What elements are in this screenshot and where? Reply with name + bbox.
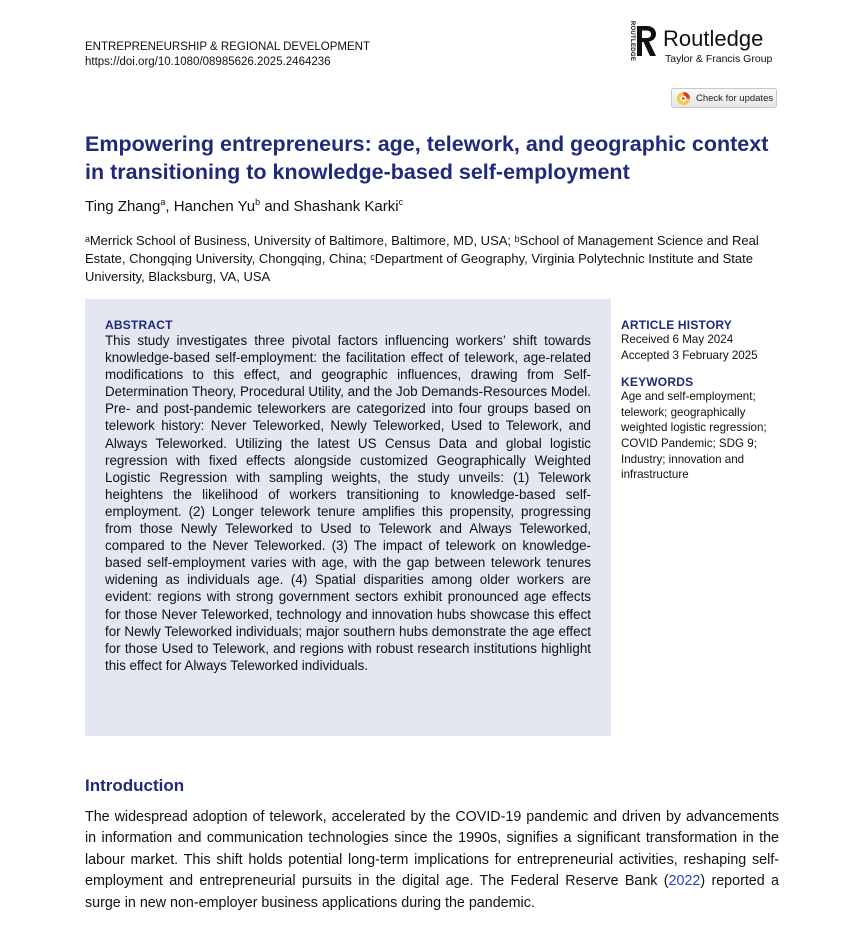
author-affiliation-mark: b bbox=[255, 197, 261, 207]
author-name[interactable]: Hanchen Yu bbox=[173, 198, 256, 215]
publisher-name: Routledge bbox=[663, 26, 764, 51]
received-date: Received 6 May 2024 bbox=[621, 333, 734, 346]
intro-text: The widespread adoption of telework, accelerated by the COVID-19 pandemic and driven by advancements in information and communication technologies since the 1990s, signifies a significant transformation in the labour market. This shift holds potential long-term implications for entrepreneurial activities, reshaping self-employment and entrepreneurial pursuits in the digital age. The Federal Reserve Bank ( bbox=[85, 809, 779, 890]
keywords-heading: KEYWORDS bbox=[621, 375, 694, 390]
author-separator: and bbox=[260, 198, 294, 215]
keywords-text: Age and self-employment; telework; geographically weighted logistic regression; COVID Pandemic; SDG 9; Industry; innovation and infrastructure bbox=[621, 390, 767, 482]
abstract-text: This study investigates three pivotal factors influencing workers’ shift towards knowledge-based self-employment: the facilitation effect of telework, age-related modifications to this effect, and geographic influences, drawing from Self-Determination Theory, Procedural Utility, and the Job Demands-Resources Model. Pre- and post-pandemic teleworkers are categorized into four groups based on telework history: Never Teleworked, Newly Teleworked, Used to Telework, and Always Teleworked. Utilizing the latest US Census Data and global logistic regression with fixed effects alongside customized Geographically Weighted Logistic Regression with sampling weights, the study unveils: (1) Telework heightens the likelihood of workers transitioning to knowledge-based self-employment. (2) Longer telework tenure amplifies this propensity, progressing from those Newly Teleworked to Used to Telework and Always Teleworked, compared to the Never Teleworked. (3) The impact of telework on knowledge-based self-employment varies with age, with the gap between telework tenures widening as individuals age. (4) Spatial disparities among older workers are evident: regions with strong government sectors exhibit pronounced age effects for those Never Teleworked, technology and innovation hubs showcase this effect for Newly Teleworked individuals; major southern hubs demonstrate the age effect for those Used to Telework, and regions with robust research institutions highlight this effect for Always Teleworked individuals. bbox=[105, 333, 592, 673]
routledge-r-icon bbox=[634, 24, 658, 58]
author-name[interactable]: Shashank Karki bbox=[293, 198, 399, 215]
affiliations: ᵃMerrick School of Business, University of Baltimore, Baltimore, MD, USA; ᵇSchool of Management Science and Real Estate, Chongqing University, Chongqing, China; ᶜDepartment of Geography, Virginia Polytechnic Institute and State University, Blacksburg, VA, USA bbox=[85, 233, 759, 284]
publisher-logo[interactable] bbox=[624, 22, 784, 72]
check-updates-button[interactable] bbox=[671, 88, 777, 108]
journal-header bbox=[85, 40, 370, 70]
abstract-box bbox=[85, 299, 611, 736]
article-sidebar bbox=[621, 318, 791, 483]
author-name[interactable]: Ting Zhang bbox=[85, 198, 161, 215]
accepted-date: Accepted 3 February 2025 bbox=[621, 348, 758, 362]
author-affiliation-mark: c bbox=[398, 197, 404, 207]
article-title: Empowering entrepreneurs: age, telework, and geographic context in transitioning to knowledge-based self-employment bbox=[85, 132, 769, 184]
doi-link[interactable]: https://doi.org/10.1080/08985626.2025.2464236 bbox=[85, 56, 331, 68]
abstract-heading: ABSTRACT bbox=[105, 318, 173, 332]
intro-text: ) reported a surge in new non-employer business applications during the pandemic. bbox=[85, 873, 779, 911]
introduction-heading: Introduction bbox=[85, 776, 185, 795]
citation-link[interactable]: 2022 bbox=[668, 873, 701, 890]
article-history-heading: ARTICLE HISTORY bbox=[621, 318, 733, 332]
introduction-paragraph bbox=[85, 807, 779, 914]
author-list bbox=[85, 197, 403, 215]
author-affiliation-mark: a bbox=[160, 197, 166, 207]
author-separator: , bbox=[165, 198, 174, 215]
publisher-vertical-text: ROUTLEDGE bbox=[629, 20, 636, 62]
publisher-group: Taylor & Francis Group bbox=[665, 53, 773, 65]
journal-name: ENTREPRENEURSHIP & REGIONAL DEVELOPMENT bbox=[85, 41, 371, 53]
check-updates-icon bbox=[676, 91, 691, 106]
check-updates-label: Check for updates bbox=[696, 93, 774, 104]
